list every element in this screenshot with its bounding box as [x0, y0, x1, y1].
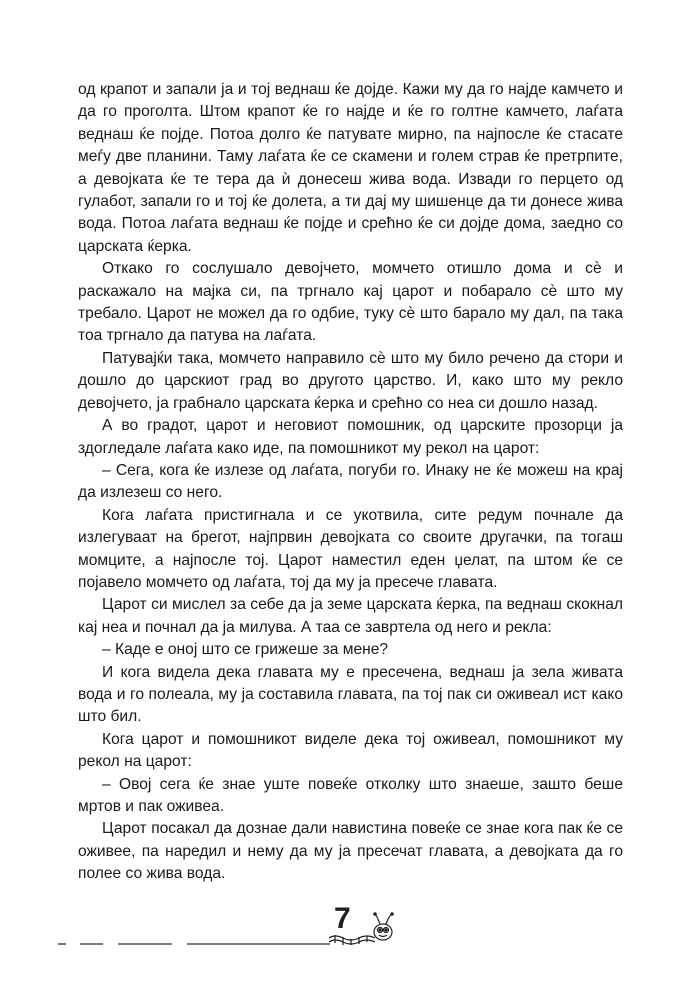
paragraph: од крапот и запали ја и тој веднаш ќе дојде. Кажи му да го најде камчето и да го проголта. Штом крапот ќе го најде и ќе го голтне камчето, лаѓата веднаш ќе појде. Потоа долго ќе патувате мирно, па најпосле ќе стасате меѓу две планини. Таму лаѓата ќе се скамени и голем страв ќе претрпите, а девојката ќе те тера да ѝ донесеш жива вода. Извади го перцето од гулабот, запали го и тој ќе долета, а ти дај му шишенце да ти донесе жива вода. Потоа лаѓата веднаш ќе појде и срећно ќе си дојде дома, заедно со царската ќерка.	[78, 81, 623, 255]
paragraph: Царот посакал да дознае дали навистина повеќе се знае кога пак ќе се оживее, па наредил и нему да му ја пресечат главата, а девојката да го полее со жива вода.	[78, 820, 623, 883]
page-number: 7	[334, 902, 351, 935]
dialog-line: – Овој сега ќе знае уште повеќе отколку што знаеше, зашто беше мртов и пак оживеа.	[78, 775, 623, 815]
paragraph: Кога лаѓата пристигнала и се укотвила, сите редум почнале да излегуваат на брегот, најпрвин девојката со своите другачки, па тогаш момците, а најпосле тој. Царот наместил еден џелат, па штом ќе се појавело момчето од лаѓата, тој да му ја пресече главата.	[78, 506, 623, 591]
dialog-line: – Каде е оној што се грижеше за мене?	[102, 641, 389, 659]
paragraph: А во градот, царот и неговиот помошник, од царските прозорци ја здогледале лаѓата како иде, па помошникот му рекол на царот:	[78, 417, 623, 457]
paragraph: Патувајќи така, момчето направило сѐ што му било речено да стори и дошло до царскиот град во другото царство. И, како што му рекло девојчето, ја грабнало царската ќерка и срећно со неа си дошло назад.	[78, 349, 623, 412]
paragraph: И кога видела дека главата му е пресечена, веднаш ја зела живата вода и го полеала, му ја составила главата, па тој пак си оживеал ист како што бил.	[78, 663, 623, 726]
paragraph: Царот си мислел за себе да ја земе царската ќерка, па веднаш скокнал кај неа и почнал да ја милува. А таа се завртела од него и рекла:	[78, 596, 623, 636]
paragraph: Откако го сослушало девојчето, момчето отишло дома и сѐ и раскажало на мајка си, па тргнало кај царот и побарало сѐ што му требало. Царот не можел да го одбие, туку сѐ што барало му дал, па така тоа тргнало да патува на лаѓата.	[78, 260, 623, 345]
dialog-line: – Сега, кога ќе излезе од лаѓата, погуби го. Инаку не ќе можеш на крај да излезеш со него.	[78, 461, 623, 502]
body-text	[78, 79, 623, 886]
paragraph: Кога царот и помошникот виделе дека тој оживеал, помошникот му рекол на царот:	[78, 730, 623, 771]
